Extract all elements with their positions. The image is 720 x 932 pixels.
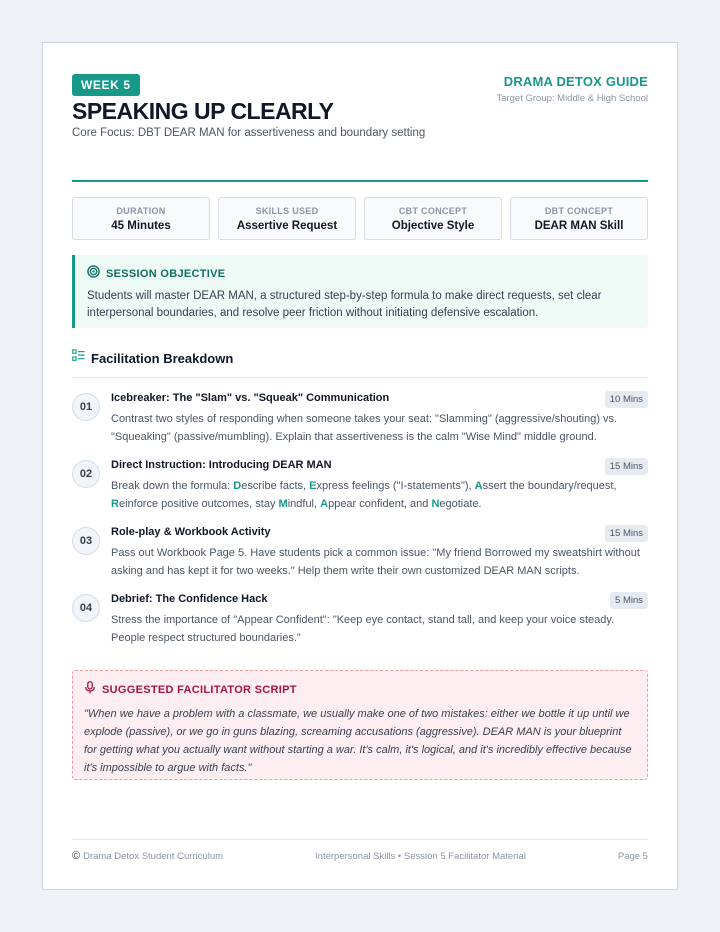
stat-value: 45 Minutes — [111, 220, 171, 232]
stat-cbt-concept — [364, 197, 502, 240]
stat-dbt-concept — [510, 197, 648, 240]
copyright-icon: © — [72, 850, 81, 862]
step-duration-badge: 15 Mins — [605, 458, 648, 475]
stat-value: Objective Style — [391, 220, 475, 232]
brand-title: DRAMA DETOX GUIDE — [503, 74, 648, 89]
stats-row — [72, 197, 648, 240]
core-focus: Core Focus: DBT DEAR MAN for assertiveness and boundary setting — [72, 127, 426, 139]
step-description: Contrast two styles of responding when someone takes your seat: "Slamming" (aggressive/shouting) vs. "Squeaking" (passive/mumbling). Explain that assertiveness is the calm "Wise Mind" middle ground. — [111, 413, 618, 443]
step-duration-badge: 5 Mins — [610, 592, 648, 609]
acronym-letter: N — [431, 498, 440, 510]
stat-duration — [72, 197, 210, 240]
stat-skills-used — [218, 197, 356, 240]
objective-header — [87, 265, 636, 283]
step-body — [111, 593, 648, 647]
step-number: 04 — [72, 594, 100, 622]
page-footer — [72, 839, 648, 862]
acronym-letter: R — [111, 498, 119, 510]
step-duration-badge: 10 Mins — [605, 391, 648, 408]
microphone-icon — [84, 681, 96, 699]
stat-label: DBT CONCEPT — [544, 206, 614, 216]
description-text: Break down the formula: — [111, 480, 234, 492]
acronym-letter: A — [320, 498, 329, 510]
target-icon — [87, 265, 100, 283]
breakdown-title: Facilitation Breakdown — [91, 350, 234, 366]
step-item — [72, 452, 648, 519]
step-item — [72, 385, 648, 452]
session-objective — [72, 255, 648, 328]
brand-block — [496, 74, 648, 104]
step-title: Role-play & Workbook Activity — [111, 526, 271, 538]
checklist-icon — [72, 349, 85, 367]
stat-label: CBT CONCEPT — [398, 206, 468, 216]
step-description: Pass out Workbook Page 5. Have students pick a common issue: "My friend Borrowed my sweatshirt without asking and has kept it for two weeks." Help them write their own customized DEAR MAN scripts. — [111, 547, 640, 577]
objective-title: SESSION OBJECTIVE — [106, 268, 226, 280]
footer-left — [72, 850, 223, 862]
stat-value: DEAR MAN Skill — [534, 220, 624, 232]
step-title: Direct Instruction: Introducing DEAR MAN — [111, 459, 332, 471]
acronym-letter: D — [233, 480, 242, 492]
facilitator-script — [72, 670, 648, 780]
script-header — [84, 681, 636, 699]
step-number: 03 — [72, 527, 100, 555]
step-description — [111, 477, 648, 513]
step-description: Stress the importance of "Appear Confident": "Keep eye contact, stand tall, and keep your voice steady. People respect structured boundaries." — [111, 614, 615, 644]
description-text: escribe facts, — [241, 480, 310, 492]
page-header — [72, 74, 648, 182]
objective-text: Students will master DEAR MAN, a structured step-by-step formula to make direct requests, set clear interpersonal boundaries, and resolve peer friction without initiating defensive escalation. — [87, 290, 602, 319]
breakdown-header — [72, 347, 648, 378]
page-number: Page 5 — [617, 850, 648, 862]
stat-label: SKILLS USED — [255, 206, 319, 216]
footer-curriculum: Drama Detox Student Curriculum — [83, 850, 224, 862]
description-text: egotiate. — [439, 498, 482, 510]
step-duration-badge: 15 Mins — [605, 525, 648, 542]
script-text: "When we have a problem with a classmate, we usually make one of two mistakes: either we bottle it up until we explode (passive), or we go in guns blazing, screaming accusations (aggressive). DEAR MAN is your blueprint for getting what you actually want without starting a war. It's calm, it's logical, and it's incredibly effective because it's impossible to argue with facts." — [84, 708, 632, 774]
acronym-letter: E — [309, 480, 317, 492]
description-text: indful, — [287, 498, 321, 510]
stat-value: Assertive Request — [236, 220, 338, 232]
document-page — [42, 42, 678, 890]
acronym-letter: A — [474, 480, 483, 492]
page-content — [72, 74, 648, 780]
step-item — [72, 519, 648, 586]
steps-list — [72, 385, 648, 653]
acronym-letter: M — [278, 498, 288, 510]
description-text: einforce positive outcomes, stay — [118, 498, 279, 510]
week-badge: WEEK 5 — [72, 74, 140, 96]
step-body — [111, 392, 648, 446]
step-number: 02 — [72, 460, 100, 488]
description-text: xpress feelings ("I-statements"), — [316, 480, 475, 492]
step-number: 01 — [72, 393, 100, 421]
script-title: SUGGESTED FACILITATOR SCRIPT — [102, 684, 297, 696]
step-title: Debrief: The Confidence Hack — [111, 593, 268, 605]
step-title: Icebreaker: The "Slam" vs. "Squeak" Communication — [111, 392, 390, 404]
footer-session-info: Interpersonal Skills • Session 5 Facilitator Material — [315, 850, 526, 862]
description-text: ssert the boundary/request, — [482, 480, 617, 492]
stat-label: DURATION — [116, 206, 166, 216]
target-group: Target Group: Middle & High School — [496, 93, 648, 104]
step-body — [111, 526, 648, 580]
description-text: ppear confident, and — [328, 498, 432, 510]
step-body — [111, 459, 648, 513]
page-title: SPEAKING UP CLEARLY — [72, 98, 334, 124]
step-item — [72, 586, 648, 653]
